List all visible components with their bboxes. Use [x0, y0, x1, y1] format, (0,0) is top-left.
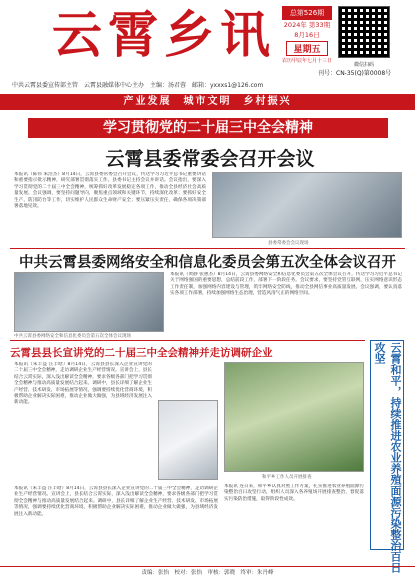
article-1-photo[interactable] [212, 172, 402, 238]
cn-number: 刊号：CN-35(Q)第0008号 [318, 70, 392, 77]
article-1-body: 本报讯（陈伟 朱浩杰）8月14日，云霄县委常委会召开会议，传达学习习近平总书记重要讲话和重要指示批示精神，研究部署贯彻落实工作。县委书记主持会议并讲话。会议指出，要深入学习贯彻党的二十届三中全会精神，统筹抓好改革发展稳定各项工作，推动全县经济社会高质量发展。会议强调，要坚持问题导向，聚焦重点领域和关键环节，持续深化改革；要抓好安全生产、防汛防台等工作，切实维护人民群众生命财产安全；要压紧压实责任，确保各项决策部署落地见效。 [14, 172, 206, 210]
issue-date: 8月16日 [294, 31, 320, 39]
article-1-headline[interactable]: 云霄县委常委会召开会议 [105, 148, 315, 170]
article-2-body: 本报讯（黄静 张惠杰）8月14日，云霄县委网络安全和信息化委员会第五次全体会议召开，传达学习习近平总书记关于网络强国的重要思想，总结前段工作，部署下一阶段任务。会议要求，要坚持党管互联网，压实网络意识形态工作责任制，加强网络内容建设与管理，筑牢网络安全防线，推动全县网信事业高质量发展。会议强调，要认真落实各项工作部署，持续加强网络生态治理，营造风清气正的网络空间。 [170, 272, 402, 297]
masthead [0, 0, 415, 92]
issue-box [282, 6, 332, 64]
article-2-caption: 中共云霄县委网络安全和信息化委员会第五次全体会议现场 [14, 334, 131, 339]
qr-label: 微信扫码 [353, 62, 374, 68]
publisher-info: 中共云霄县委宣传部主管 云霄县融媒体中心主办 主编：汤君蓉 邮箱：yxxxs1@126.com [12, 82, 264, 89]
issue-year: 2024年 第33期 [283, 21, 331, 29]
divider [10, 248, 405, 249]
article-2-headline[interactable]: 中共云霄县委网络安全和信息化委员会第五次全体会议召开 [19, 255, 396, 271]
side-story-photo[interactable] [224, 362, 364, 472]
issue-total: 总第526期 [282, 6, 332, 20]
side-story-headline[interactable]: 云霄和平，持续推进农业养殖面源污染整治百日攻坚 [373, 342, 402, 573]
section-banner: 学习贯彻党的二十届三中全会精神 [28, 118, 388, 138]
side-story-caption: 和平乡工作人员开展排查 [262, 475, 312, 480]
issue-lunar-date: 农历甲辰年七月十三日 [282, 58, 333, 64]
newspaper-title: 云霄乡讯 [52, 5, 276, 64]
article-3-headline[interactable]: 云霄县县长宣讲党的二十届三中全会精神并走访调研企业 [10, 347, 273, 359]
slogan-bar: 产业发展 城市文明 乡村振兴 [0, 94, 415, 110]
editor-credits: 责编：张怡 校对：张怡 审核：郭晓 终审：朱丹峰 [0, 566, 415, 580]
issue-weekday: 星期五 [286, 41, 328, 56]
qr-code-icon[interactable] [338, 6, 390, 58]
divider [10, 340, 365, 341]
article-3-body-continued: 本报讯（朱丰益 汪丰晗）8月14日，云霄县县长深入企业宣讲党的二十届三中全会精神，走访调研企业生产经营情况。宣讲会上，县长结合云霄实际，深入浅出解读全会精神，要求各级各部门把学习贯彻全会精神与推动高质量发展结合起来。调研中，县长详细了解企业生产经营、技术研发、市场拓展等情况，强调要持续优化营商环境，积极帮助企业解决实际困难，推动企业做大做强，为县域经济发展注入新动能。 [14, 486, 218, 517]
article-2-photo[interactable] [14, 272, 164, 332]
article-1-caption: 县委常委会会议现场 [268, 241, 309, 246]
side-story-body: 本报讯 连日来，和平乡认真对照工作方案，扎实推进农业养殖面源污染整治百日攻坚行动，组织人员深入各养殖场开展排查整治，督促落实污染防治措施，取得阶段性成效。 [224, 484, 364, 502]
article-3-photo[interactable] [158, 400, 218, 480]
article-3-body: 本报讯（朱丰益 汪丰晗）8月14日，云霄县县长深入企业宣讲党的二十届三中全会精神，走访调研企业生产经营情况。宣讲会上，县长结合云霄实际，深入浅出解读全会精神，要求各级各部门把学习贯彻全会精神与推动高质量发展结合起来。调研中，县长详细了解企业生产经营、技术研发、市场拓展等情况，强调要持续优化营商环境，积极帮助企业解决实际困难，推动企业做大做强，为县域经济发展注入新动能。 [14, 362, 152, 406]
